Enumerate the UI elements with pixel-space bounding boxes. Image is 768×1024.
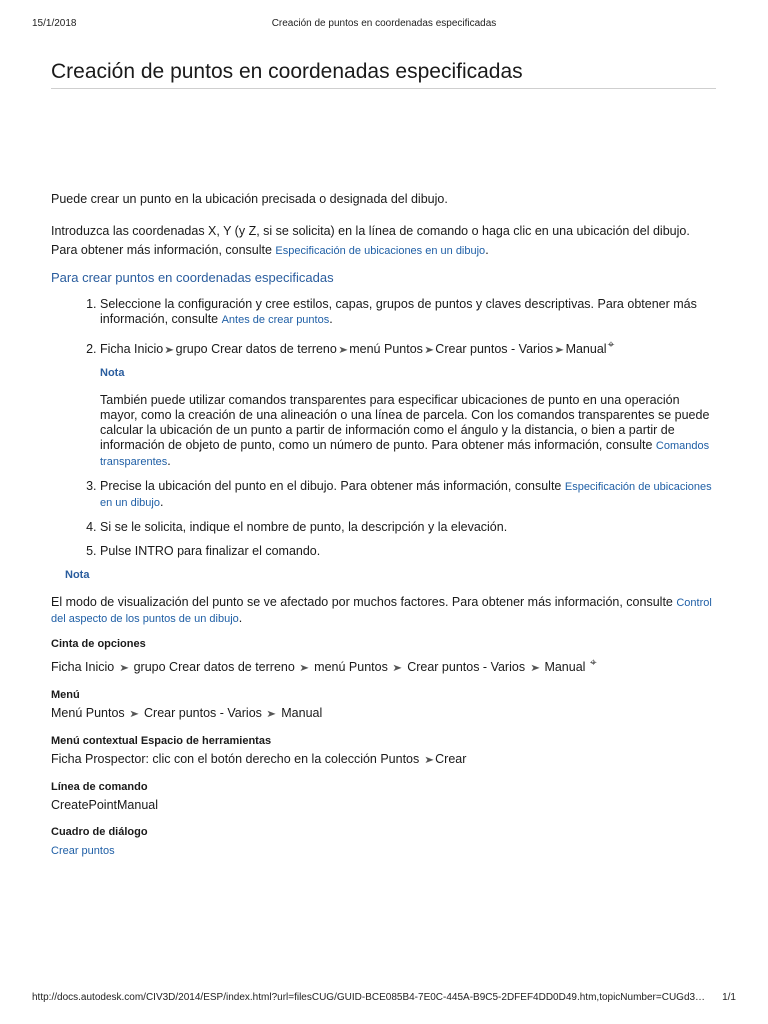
point-tool-icon: ⌖ — [607, 337, 615, 351]
link-control-aspecto-puntos[interactable]: Control del aspecto de los puntos de un dibujo — [51, 597, 712, 625]
menu-heading: Menú — [51, 689, 80, 701]
chevron-right-icon: ➤ — [529, 663, 540, 674]
link-especificacion-ubicaciones[interactable]: Especificación de ubicaciones en un dibujo — [275, 245, 486, 257]
note-label: Nota — [100, 367, 125, 379]
print-date: 15/1/2018 — [32, 18, 77, 29]
step-5: 5. Pulse INTRO para finalizar el comando. — [100, 544, 717, 559]
chevron-right-icon: ➤ — [164, 345, 175, 356]
ribbon-heading: Cinta de opciones — [51, 638, 146, 650]
note-box-2 — [51, 568, 717, 627]
note-label-2: Nota — [65, 569, 90, 581]
link-crear-puntos[interactable]: Crear puntos — [51, 845, 115, 857]
cmdline-value: CreatePointManual — [51, 798, 159, 812]
dialog-section — [51, 825, 717, 859]
more-info-paragraph: Para obtener más información, consulte Especificación de ubicaciones en un dibujo. — [51, 243, 489, 257]
page-title: Creación de puntos en coordenadas especificadas — [51, 60, 716, 89]
link-antes-crear-puntos[interactable]: Antes de crear puntos — [221, 314, 330, 326]
step-3: 3. Precise la ubicación del punto en el dibujo. Para obtener más información, consulte Especificación de ubicaciones en un dibujo. — [100, 479, 717, 511]
link-comandos-transparentes[interactable]: Comandos transparentes — [100, 440, 710, 468]
chevron-right-icon: ➤ — [423, 755, 434, 766]
note-text: También puede utilizar comandos transparentes para especificar ubicaciones de punto en una operación mayor, como la creación de una alineación o una línea de parcela. Con los comandos transparentes se puede calcular la ubicación de un punto a partir de información como el ángulo y la distancia, o bien a partir de información de objeto de punto, como un número de punto. Para obtener más información, consulte Comandos transparentes. — [100, 393, 710, 468]
toolspace-section — [51, 734, 717, 768]
section-heading: Para crear puntos en coordenadas especificadas — [51, 270, 334, 285]
chevron-right-icon: ➤ — [554, 345, 565, 356]
print-page-number: 1/1 — [722, 992, 736, 1003]
coords-paragraph: Introduzca las coordenadas X, Y (y Z, si se solicita) en la línea de comando o haga clic en una ubicación del dibujo. — [51, 224, 690, 238]
cmdline-section — [51, 780, 717, 813]
note-text-2: El modo de visualización del punto se ve afectado por muchos factores. Para obtener más información, consulte Control del aspecto de los puntos de un dibujo. — [51, 595, 712, 625]
intro-paragraph: Puede crear un punto en la ubicación precisada o designada del dibujo. — [51, 192, 448, 206]
step-2 — [100, 337, 717, 470]
chevron-right-icon: ➤ — [129, 709, 140, 720]
chevron-right-icon: ➤ — [424, 345, 435, 356]
steps-list — [51, 297, 717, 559]
print-title: Creación de puntos en coordenadas especificadas — [271, 18, 497, 29]
chevron-right-icon: ➤ — [266, 709, 277, 720]
cmdline-heading: Línea de comando — [51, 781, 148, 793]
step-2-path: Ficha Inicio➤grupo Crear datos de terreno➤menú Puntos➤Crear puntos - Varios➤Manual⌖ — [100, 337, 615, 356]
chevron-right-icon: ➤ — [118, 663, 129, 674]
toolspace-heading: Menú contextual Espacio de herramientas — [51, 735, 272, 747]
menu-section — [51, 688, 717, 722]
note-box — [100, 366, 717, 470]
toolspace-path: Ficha Prospector: clic con el botón derecho en la colección Puntos ➤Crear — [51, 752, 467, 766]
chevron-right-icon: ➤ — [392, 663, 403, 674]
chevron-right-icon: ➤ — [299, 663, 310, 674]
link-especificacion-ubicaciones-2[interactable]: Especificación de ubicaciones en un dibujo — [100, 481, 712, 509]
point-tool-icon: ⌖ — [589, 655, 597, 669]
print-header — [0, 18, 768, 32]
print-url: http://docs.autodesk.com/CIV3D/2014/ESP/index.html?url=filesCUG/GUID-BCE085B4-7E0C-445A-B9C5-2DFEF4DD0D49.htm,topicNumber=CUGd3… — [32, 992, 706, 1003]
chevron-right-icon: ➤ — [338, 345, 349, 356]
step-1: 1. Seleccione la configuración y cree estilos, capas, grupos de puntos y claves descriptivas. Para obtener más información, consulte Antes de crear puntos. — [100, 297, 717, 328]
menu-path: Menú Puntos ➤ Crear puntos - Varios ➤ Manual — [51, 706, 323, 720]
ribbon-path: Ficha Inicio ➤ grupo Crear datos de terreno ➤ menú Puntos ➤ Crear puntos - Varios ➤ Manual ⌖ — [51, 655, 597, 674]
main-content — [51, 192, 717, 871]
dialog-heading: Cuadro de diálogo — [51, 826, 148, 838]
step-4: 4. Si se le solicita, indique el nombre de punto, la descripción y la elevación. — [100, 520, 717, 535]
ribbon-section — [51, 637, 717, 676]
